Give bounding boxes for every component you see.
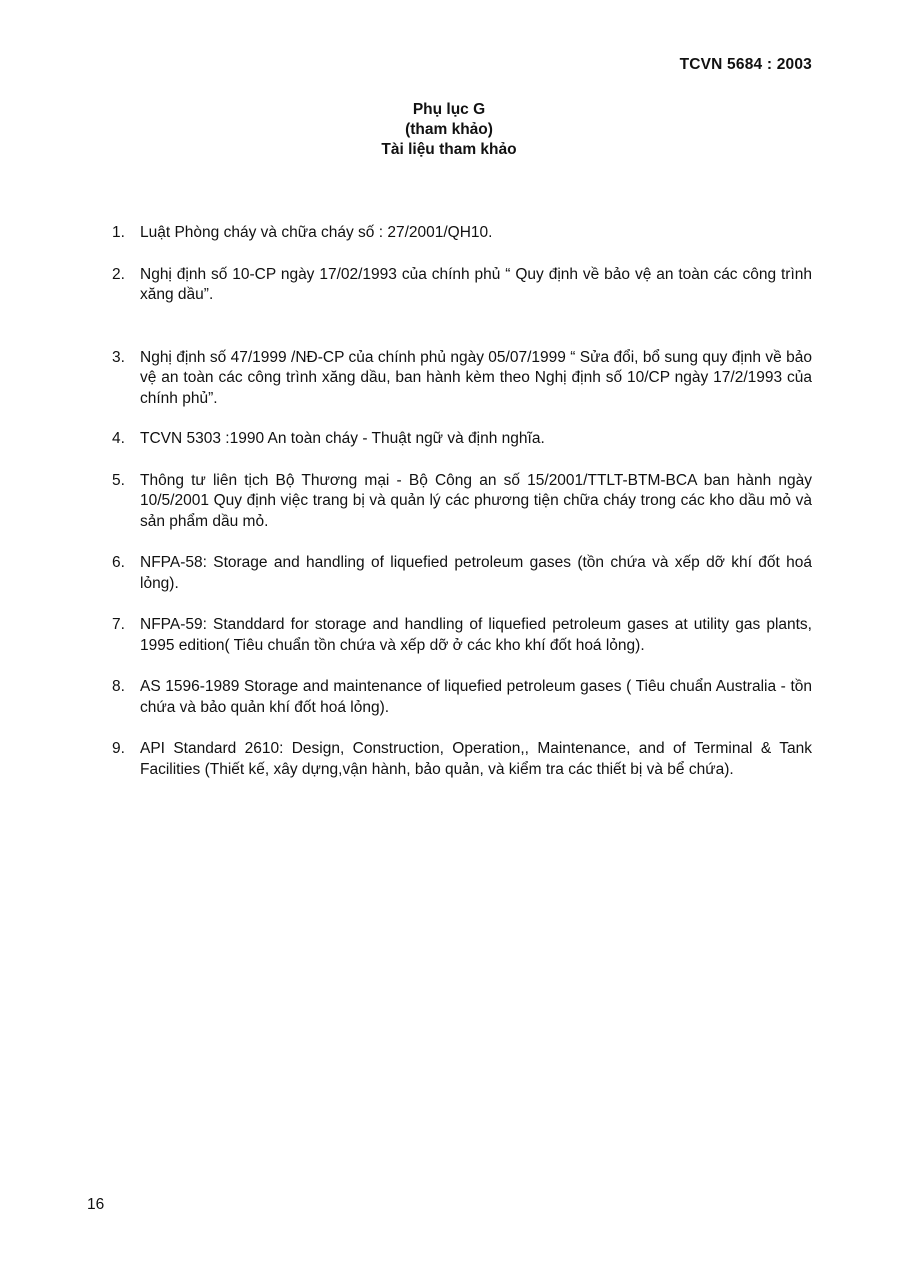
reference-text: NFPA-59: Standdard for storage and handling of liquefied petroleum gases at utility gas plants, 1995 edition( Tiêu chuẩn tồn chứa và xếp dỡ ở các kho khí đốt hoá lỏng).	[140, 616, 812, 654]
reference-number: 1.	[112, 224, 125, 241]
reference-text: Thông tư liên tịch Bộ Thương mại - Bộ Công an số 15/2001/TTLT-BTM-BCA ban hành ngày 10/5/2001 Quy định việc trang bị và quản lý các phương tiện chữa cháy trong các kho dầu mỏ và sản phẩm dầu mỏ.	[140, 471, 812, 530]
reference-number: 8.	[112, 678, 125, 695]
reference-text: API Standard 2610: Design, Construction, Operation,, Maintenance, and of Terminal & Tank Facilities (Thiết kế, xây dựng,vận hành, bảo quản, và kiểm tra các thiết bị và bể chứa).	[140, 740, 812, 778]
reference-number: 3.	[112, 348, 125, 366]
reference-text: Luật Phòng cháy và chữa cháy số : 27/2001/QH10.	[140, 224, 493, 241]
reference-item	[112, 265, 812, 306]
reference-text: Nghị định số 47/1999 /NĐ-CP của chính phủ ngày 05/07/1999 “ Sửa đổi, bổ sung quy định về bảo vệ an toàn các công trình xăng dầu, ban hành kèm theo Nghị định số 10/CP ngày 17/2/1993 của chính phủ”.	[140, 348, 812, 407]
reference-number: 5.	[112, 471, 125, 489]
reference-item	[112, 553, 812, 594]
appendix-note: (tham khảo)	[405, 121, 493, 138]
reference-item	[112, 615, 812, 656]
reference-item	[112, 677, 812, 718]
reference-item	[112, 471, 812, 533]
reference-item	[112, 348, 812, 410]
page-number: 16	[87, 1196, 105, 1213]
reference-number: 6.	[112, 554, 125, 571]
reference-number: 9.	[112, 740, 125, 757]
reference-number: 7.	[112, 616, 125, 633]
appendix-heading: Tài liệu tham khảo	[381, 141, 517, 158]
standard-code: TCVN 5684 : 2003	[679, 56, 812, 73]
reference-item	[112, 739, 812, 780]
reference-text: TCVN 5303 :1990 An toàn cháy - Thuật ngữ và định nghĩa.	[140, 430, 545, 447]
reference-item	[112, 223, 812, 244]
reference-text: Nghị định số 10-CP ngày 17/02/1993 của chính phủ “ Quy định về bảo vệ an toàn các công trình xăng dầu”.	[140, 265, 812, 303]
reference-list	[112, 223, 812, 780]
reference-number: 4.	[112, 430, 125, 447]
reference-number: 2.	[112, 265, 125, 283]
reference-text: AS 1596-1989 Storage and maintenance of liquefied petroleum gases ( Tiêu chuẩn Australia - tồn chứa và bảo quản khí đốt hoá lỏng).	[140, 678, 812, 716]
appendix-title-block	[0, 100, 898, 160]
appendix-label: Phụ lục G	[412, 101, 486, 118]
reference-text: NFPA-58: Storage and handling of liquefied petroleum gases (tồn chứa và xếp dỡ khí đốt hoá lỏng).	[140, 554, 812, 592]
reference-item	[112, 429, 812, 450]
